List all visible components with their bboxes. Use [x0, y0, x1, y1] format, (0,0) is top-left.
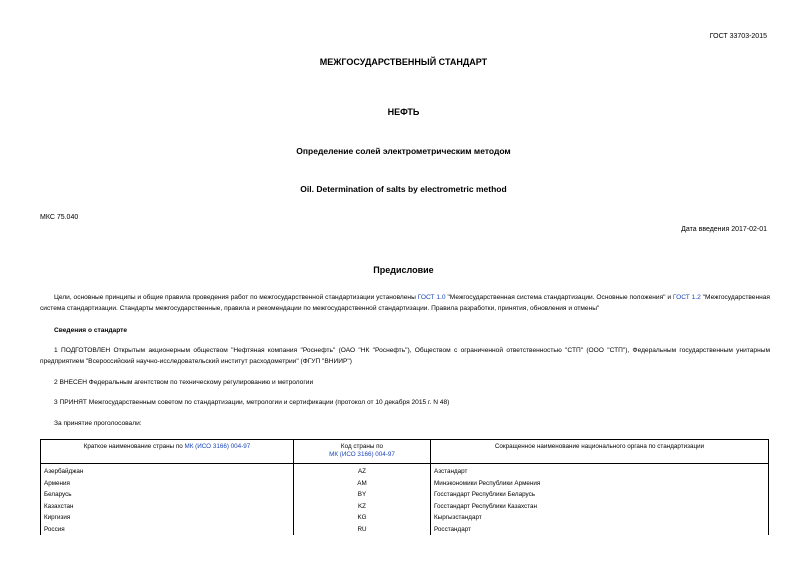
introduced-by-paragraph [40, 378, 770, 389]
introduced-by-text: 2 ВНЕСЕН Федеральным агентством по техническому регулированию и метрологии [54, 379, 314, 386]
code-cell: AM [294, 478, 431, 490]
document-title-english: Oil. Determination of salts by electrometric method [300, 184, 507, 194]
code-cell: AZ [294, 464, 431, 478]
preface-text-end: "Межгосударственная система стандартизации. Стандарты межгосударственные, правила и рекомендации по межгосударственной стандартизации. Правила разработки, принятия, обновления и отмены" [40, 294, 770, 312]
country-code-header-text: Код страны по [340, 443, 384, 450]
prepared-by-paragraph [40, 346, 770, 367]
voting-states-table [40, 439, 769, 535]
country-cell: Казахстан [41, 501, 294, 513]
table-row [41, 478, 769, 490]
code-cell: BY [294, 489, 431, 501]
code-cell: RU [294, 524, 431, 536]
table-header-row [41, 440, 769, 464]
preface-paragraph-1 [40, 293, 770, 314]
intro-date: Дата введения 2017-02-01 [681, 226, 767, 233]
country-code-header [294, 440, 431, 464]
country-cell: Азербайджан [41, 464, 294, 478]
table-row [41, 512, 769, 524]
code-cell: KZ [294, 501, 431, 513]
country-cell: Беларусь [41, 489, 294, 501]
table-row [41, 489, 769, 501]
code-cell: KG [294, 512, 431, 524]
voted-paragraph [40, 419, 770, 430]
standard-type: МЕЖГОСУДАРСТВЕННЫЙ СТАНДАРТ [319, 57, 488, 67]
mks-code: МКС 75.040 [40, 214, 79, 221]
adopted-by-paragraph [40, 398, 770, 409]
standards-body-cell: Минэкономики Республики Армения [431, 478, 769, 490]
table-row [41, 501, 769, 513]
country-cell: Армения [41, 478, 294, 490]
standards-body-header: Сокращенное наименование национального органа по стандартизации [431, 440, 769, 464]
adopted-by-text: 3 ПРИНЯТ Межгосударственным советом по стандартизации, метрологии и сертификации (протокол от 10 декабря 2015 г. N 48) [54, 399, 450, 406]
preface-text-mid: "Межгосударственная система стандартизации. Основные положения" и [445, 294, 673, 301]
voted-text: За принятие проголосовали: [54, 420, 142, 427]
standard-info-label: Сведения о стандарте [54, 327, 128, 334]
prepared-by-text: 1 ПОДГОТОВЛЕН Открытым акционерным обществом "Нефтяная компания "Роснефть" (ОАО "НК "Роснефть"), Обществом с ограниченной ответственностью "СТП" (ООО "СТП"), Федеральным государственным унитарным предприятием "Всероссийский научно-исследовательский институт расходометрии" (ФГУП "ВНИИР") [40, 347, 770, 365]
country-name-header-text: Краткое наименование страны по [83, 443, 185, 450]
gost-1-2-link[interactable]: ГОСТ 1.2 [672, 294, 701, 301]
standards-body-cell: Росстандарт [431, 524, 769, 536]
country-name-header [41, 440, 294, 464]
standards-body-cell: Кыргызстандарт [431, 512, 769, 524]
preface-heading: Предисловие [373, 265, 434, 275]
preface-text-start: Цели, основные принципы и общие правила проведения работ по межгосударственной стандартизации установлены [54, 294, 418, 301]
document-title: НЕФТЬ [387, 107, 420, 117]
standards-body-cell: Азстандарт [431, 464, 769, 478]
code-classifier-link[interactable]: МК (ИСО 3166) 004-97 [329, 451, 395, 458]
standard-info-heading [40, 326, 770, 337]
country-cell: Киргизия [41, 512, 294, 524]
standards-body-cell: Госстандарт Республики Казахстан [431, 501, 769, 513]
standards-body-cell: Госстандарт Республики Беларусь [431, 489, 769, 501]
country-classifier-link[interactable]: МК (ИСО 3166) 004-97 [184, 443, 251, 450]
country-cell: Россия [41, 524, 294, 536]
gost-1-0-link[interactable]: ГОСТ 1.0 [417, 294, 446, 301]
document-subtitle: Определение солей электрометрическим методом [296, 146, 511, 156]
table-row [41, 464, 769, 478]
gost-number: ГОСТ 33703-2015 [709, 33, 767, 40]
table-row [41, 524, 769, 536]
